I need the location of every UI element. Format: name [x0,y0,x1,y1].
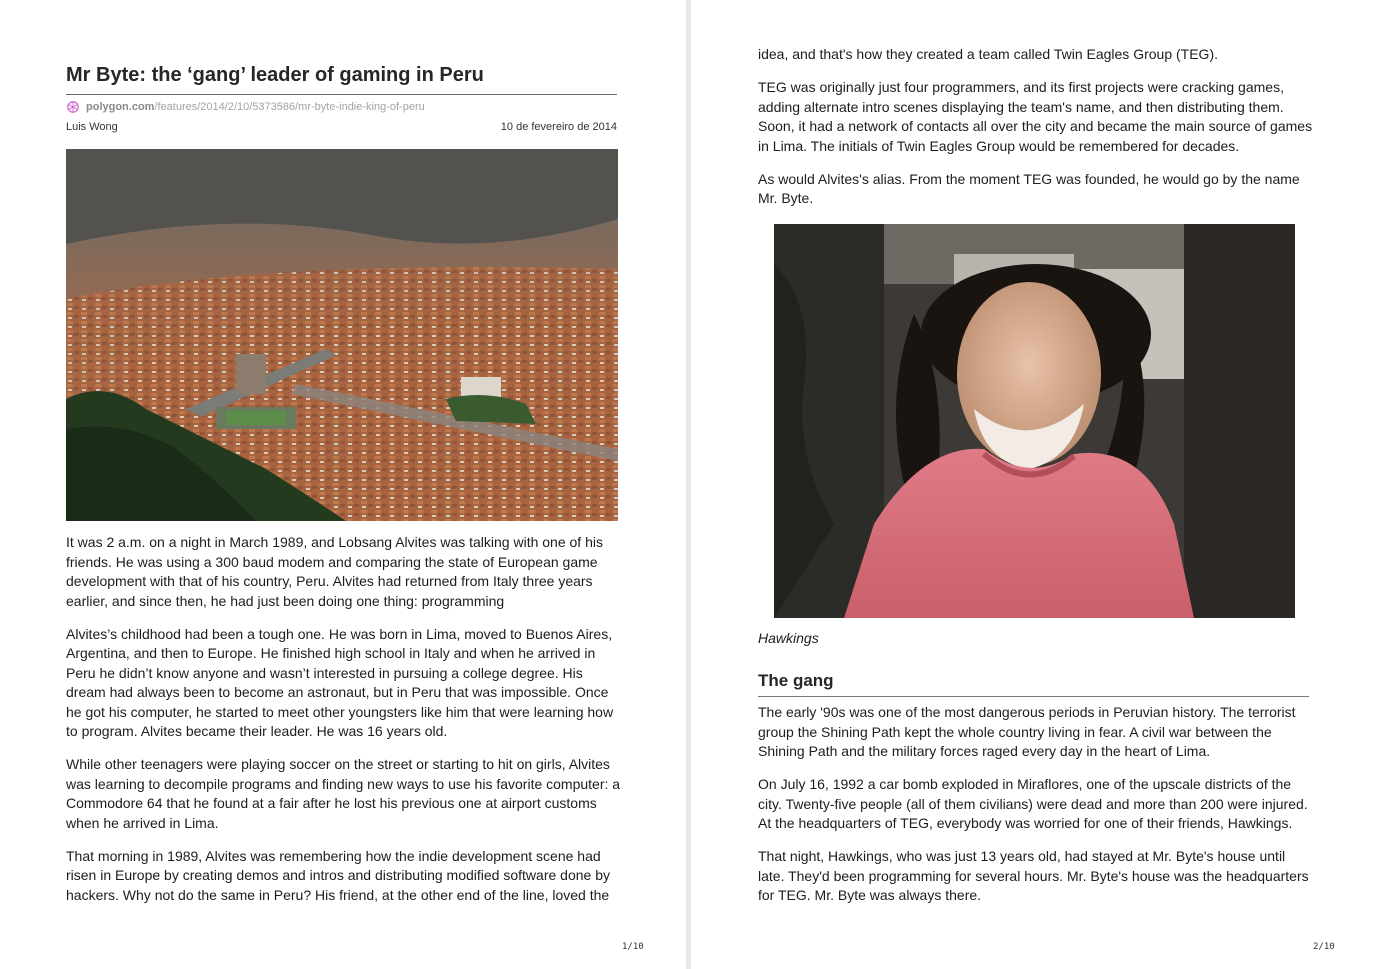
paragraph: The early '90s was one of the most dangerous periods in Peruvian history. The terrorist group the Shining Path kept the whole country living in fear. A civil war between the Shining Path and the military forces raged every day in the heart of Lima. [758,704,1296,759]
paragraph: As would Alvites's alias. From the moment TEG was founded, he would go by the name Mr. Byte. [758,170,1300,206]
page-1 [0,0,686,969]
page-number: 1/10 [622,942,644,952]
paragraph: That morning in 1989, Alvites was remembering how the indie development scene had risen in Europe by creating demos and intros and distributing modified software done by hackers. Why not do the same in Peru? His friend, at the other end of the line, loved the [66,847,610,903]
hero-image-city-aerial [66,149,618,521]
paragraph: While other teenagers were playing soccer on the street or starting to hit on girls, Alvites was learning to decompile programs and finding new ways to use his favorite computer: a Commodore 64 that he found at a fair after he lost his previous one at airport customs when he arrived in Lima. [66,756,621,831]
page-2 [691,0,1373,969]
author-name: Luis Wong [66,121,118,133]
image-caption: Hawkings [758,630,819,646]
polygon-logo-icon [66,100,80,114]
section-heading: The gang [758,671,834,690]
paragraph: It was 2 a.m. on a night in March 1989, and Lobsang Alvites was talking with one of his friends. He was using a 300 baud modem and comparing the state of European game development with that of his country, Peru. Alvites had returned from Italy three years earlier, and since then, he had just been doing one thing: programming [66,534,603,609]
paragraph: That night, Hawkings, who was just 13 years old, had stayed at Mr. Byte's house until late. They'd been programming for several hours. Mr. Byte's house was the headquarters for TEG. Mr. Byte was always there. [758,848,1309,903]
source-link[interactable] [66,99,425,115]
page-number: 2/10 [1313,942,1335,952]
paragraph: On July 16, 1992 a car bomb exploded in Miraflores, one of the upscale districts of the city. Twenty-five people (all of them civilians) were dead and more than 200 were injured. At the headquarters of TEG, everybody was worried for one of their friends, Hawkings. [758,776,1308,831]
article-title: Mr Byte: the ‘gang’ leader of gaming in Peru [66,64,484,86]
article-body-page-1 [66,533,622,919]
article-body-page-2-bottom [758,703,1314,919]
section-divider [758,696,1309,697]
title-divider [66,94,617,95]
paragraph: idea, and that's how they created a team called Twin Eagles Group (TEG). [758,46,1218,62]
source-path[interactable]: /features/2014/2/10/5373586/mr-byte-indie-king-of-peru [154,101,425,113]
paragraph: Alvites’s childhood had been a tough one. He was born in Lima, moved to Buenos Aires, Argentina, and then to Europe. He finished high school in Italy and when he arrived in Peru he didn’t know anyone and wasn’t interested in pursuing a college degree. His dream had always been to become an astronaut, but in Peru that was impossible. Once he got his computer, he started to meet other youngsters like him that were learning how to program. Alvites became their leader. He was 16 years old. [66,625,614,739]
source-domain[interactable]: polygon.com [86,101,155,113]
publish-date: 10 de fevereiro de 2014 [500,121,617,133]
paragraph: TEG was originally just four programmers, and its first projects were cracking games, adding alternate intro scenes displaying the team's name, and then distributing them. Soon, it had a network of contacts all over the city and became the main source of games in Lima. The initials of Twin Eagles Group would be remembered for decades. [758,79,1313,154]
portrait-photo-hawkings [774,224,1295,618]
article-body-page-2-top [758,45,1314,222]
